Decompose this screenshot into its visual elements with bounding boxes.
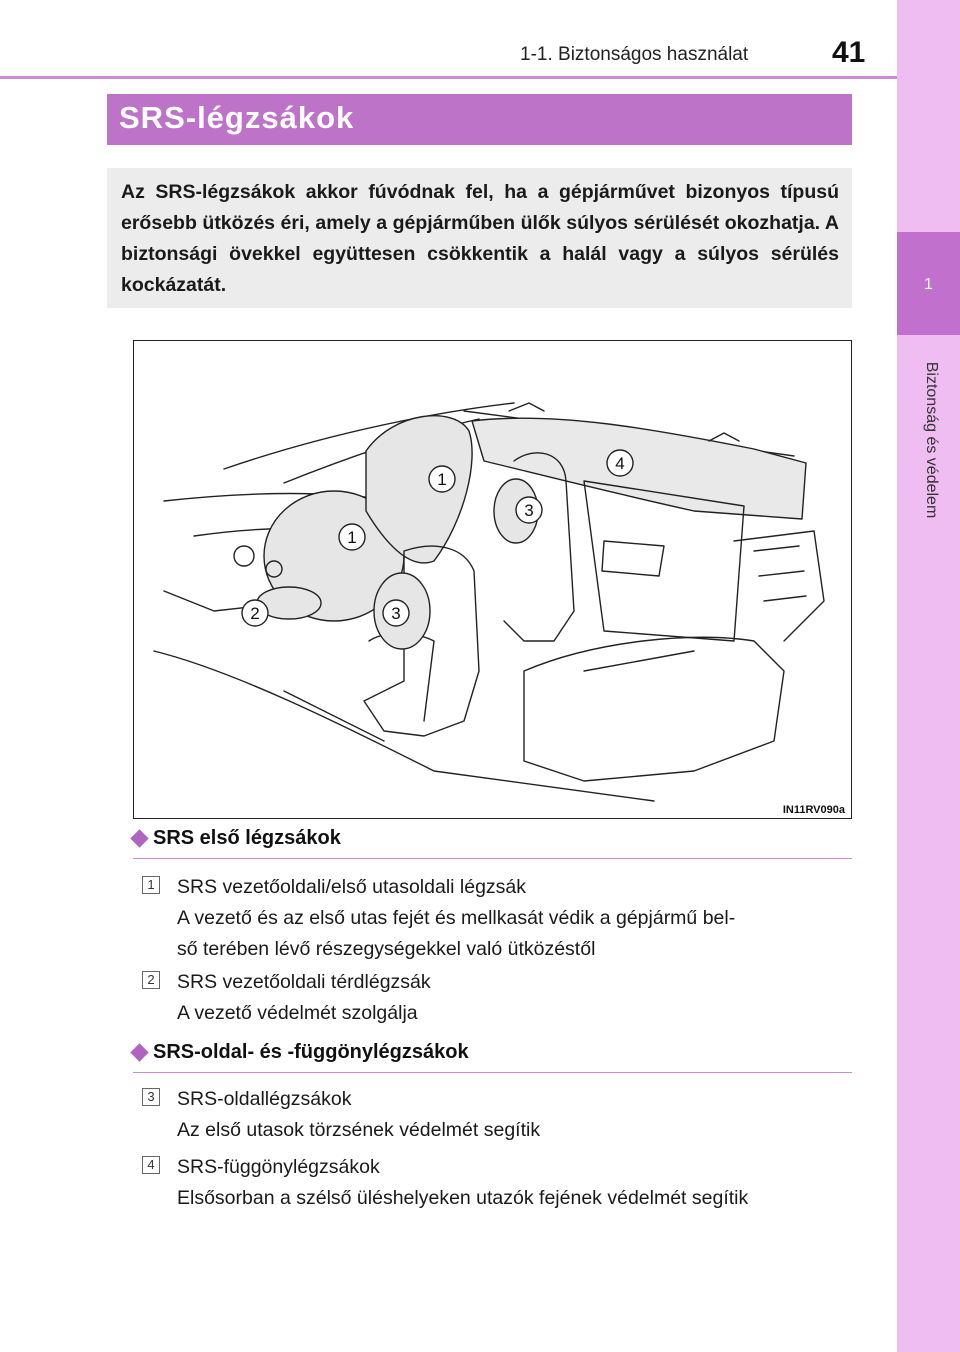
- header-rule: [0, 76, 897, 79]
- section-heading-side-curtain-airbags: [133, 1040, 852, 1073]
- item-title: SRS vezetőoldali/első utasoldali légzsák: [177, 876, 527, 898]
- header-section-title: 1-1. Biztonságos használat: [520, 44, 749, 65]
- callout-3b: 3: [391, 604, 401, 623]
- item-number-badge: 2: [142, 971, 160, 989]
- car-interior-drawing: [134, 341, 853, 820]
- item-description: Elsősorban a szélső üléshelyeken utazók fejének védelmét segítik: [177, 1187, 749, 1209]
- figure-code: IN11RV090a: [782, 804, 845, 816]
- intro-box: [107, 168, 852, 308]
- diamond-bullet-icon: [130, 1043, 148, 1061]
- item-description-cont: ső terében lévő részegységekkel való ütközéstől: [177, 938, 596, 960]
- item-number-badge: 4: [142, 1156, 160, 1174]
- section-heading-front-airbags: [133, 826, 852, 859]
- item-title: SRS-függönylégzsákok: [177, 1156, 380, 1178]
- item-description: Az első utasok törzsének védelmét segítik: [177, 1119, 541, 1141]
- page-number: 41: [832, 36, 866, 69]
- section-heading-text: SRS első légzsákok: [153, 827, 341, 849]
- intro-text: Az SRS-légzsákok akkor fúvódnak fel, ha a gépjárművet bizonyos típusú erősebb ütközés éri, amely a gépjárműben ülők súlyos sérülését okozhatja. A biztonsági övekkel együttesen csökkentik a halál vagy a súlyos sérülés kockázatát.: [121, 181, 839, 296]
- callout-1b: 1: [347, 528, 357, 547]
- chapter-side-tab: [897, 0, 960, 1352]
- chapter-label: Biztonság és védelem: [923, 361, 940, 519]
- item-description: A vezető és az első utas fejét és mellkasát védik a gépjármű bel-: [177, 907, 736, 929]
- item-title: SRS-oldallégzsákok: [177, 1088, 352, 1110]
- item-description: A vezető védelmét szolgálja: [177, 1002, 418, 1024]
- callout-3a: 3: [524, 501, 534, 520]
- callout-1a: 1: [437, 470, 447, 489]
- chapter-number: 1: [924, 276, 933, 293]
- callout-4: 4: [615, 454, 625, 473]
- page-title: SRS-légzsákok: [119, 100, 355, 135]
- section-heading-text: SRS-oldal- és -függönylégzsákok: [153, 1041, 469, 1063]
- page-title-bar: [107, 94, 852, 145]
- item-number-badge: 3: [142, 1088, 160, 1106]
- item-number-badge: 1: [142, 876, 160, 894]
- diamond-bullet-icon: [130, 829, 148, 847]
- item-title: SRS vezetőoldali térdlégzsák: [177, 971, 431, 993]
- callout-2: 2: [250, 604, 260, 623]
- chapter-number-tab: [897, 232, 960, 335]
- airbag-illustration: [133, 340, 852, 819]
